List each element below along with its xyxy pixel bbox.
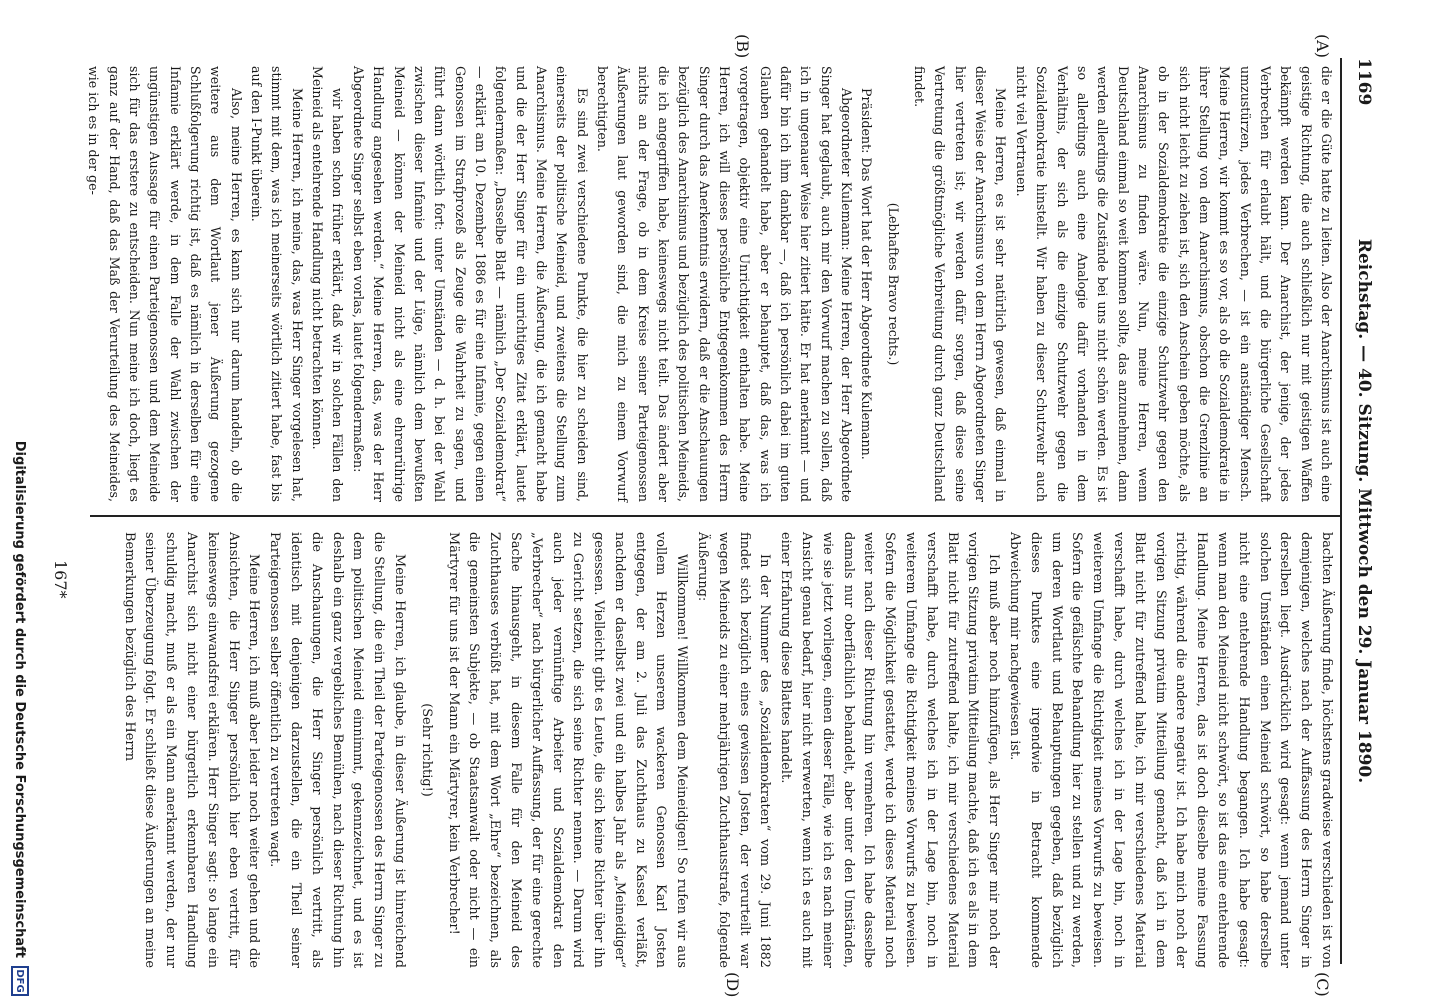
margin-marker-d: (D): [723, 972, 742, 998]
left-paragraph: wir haben schon früher erklärt, daß wir in solchen Fällen den Meineid als entehrende Handlung nicht betrachten können.: [310, 66, 346, 502]
header-page-number: 1169: [1354, 58, 1374, 106]
dfg-logo-icon: DFG: [11, 966, 29, 996]
column-divider: [90, 515, 1340, 517]
right-paragraph: bachten Äußerung finde, höchstens gradweise verschieden ist von demjenigen, welches nach der Auffassung des Herrn Singer in derselben liegt. Ausdrücklich wird gesagt: wenn jemand unter solchen Umständen einen Meineid schwört, so habe derselbe nicht eine entehrende Handlung begangen. Ich habe gesagt: wenn man den Meineid nicht schwört, so ist das eine entehrende Handlung. Meine Herren, das ist doch dieselbe meine Fassung richtig, während die andere negativ ist. Ich habe mich noch der vorigen Sitzung privatim Mitteilung gemacht, daß ich in dem Blatt nicht für zutreffend halte, ich mir verschiedenes Material verschafft habe, durch welches ich in der Lage bin, noch in weiterem Umfange die Richtigkeit meines Vorwurfs zu beweisen. Sofern die gefälschte Behandlung hier zu stellen und zu werden, um deren Wortlaut und Behauptungen gegeben, daß bezüglich dieses Punktes eine irgendwie in Betracht kommende Abweichung mir nachgewiesen ist.: [1007, 532, 1334, 968]
margin-marker-a: (A): [1313, 34, 1332, 59]
right-paragraph: Meine Herren, ich muß aber leider noch weiter gehen und die Ansichten, die Herr Singer persönlich hier eben vertritt, für keineswegs einwandsfrei erklären. Herr Singer sagt: so lange ein Anarchist sich nicht einer bürgerlich erkennbaren Handlung schuldig macht, muß er als ein Mann anerkannt werden, der nur seiner Überzeugung folgt. Er schließt diese Äußerungen an meine Bemerkungen bezüglich des Herrn: [121, 532, 262, 968]
right-paragraph: (Sehr richtig!): [418, 703, 434, 797]
right-column: [118, 532, 1336, 968]
right-paragraph: In der Nummer des „Sozialdemokraten“ vom 29. Juni 1882 findet sich bezüglich eines gewissen Josten, der verurteilt war wegen Meineids zu einer mehrjährigen Zuchthausstrafe, folgende Äußerung:: [695, 532, 773, 968]
header-title: Reichstag. — 40. Sitzung. Mittwoch den 29. Januar 1890.: [1354, 238, 1374, 784]
digitization-credit: [6, 6, 34, 996]
left-paragraph: Es sind zwei verschiedene Punkte, die hier zu scheiden sind, einerseits der politische Meineid, und zweitens die Stellung zum Anarchismus. Meine Herren, die Äußerung, die ich gemacht habe und die der Herr Singer für ein unrichtiges Zitat erklärt, lautet folgendermaßen: „Dasselbe Blatt — nämlich „Der Sozialdemokrat“ — erklärt am 10. Dezember 1886 es für eine Infamie, gegen einen Genossen im Strafprozeß als Zeuge die Wahrheit zu sagen, und führt dann wörtlich fort: unter Umständen — d. h. bei der Wahl zwischen dieser Infamie und der Lüge, nämlich dem bewußten Meineid — können der Meineid nicht als eine ehrenrührige Handlung angesehen werden.“ Meine Herren, das, was der Herr Abgeordnete Singer selbst eben vorlas, lautet folgendermaßen:: [350, 66, 590, 502]
left-paragraph: Präsident: Das Wort hat der Herr Abgeordnete Kulemann.: [859, 88, 875, 460]
left-paragraph: die er die Güte hatte zu leiten. Also der Anarchismus ist auch eine geistige Richtung, die auch schließlich nur mit geistigen Waffen bekämpft werden kann. Der Anarchist, der jenige, der jedes Verbrechen für erlaubt hält, und die bürgerliche Gesellschaft umzustürzen, jedes Verbrechen, — ist ein anständiger Mensch. Meine Herren, wir kommt es so vor, als ob die Sozialdemokratie in ihrer Stellung von dem Anarchismus, obschon die Grenzlinie an sich nicht leicht zu ziehen ist, sich den Anschein geben möchte, als ob in der Sozialdemokratie die einzige Schutzwehr gegen den Anarchismus zu finden wäre. Nun, meine Herren, wenn Deutschland einmal so weit kommen sollte, das anzunehmen, dann werden allerdings die Zustände bei uns nicht schön werden. Es ist so allerdings auch eine Analogie dafür vorhanden in dem Verhältnis, der sich als die einzige Schutzwehr gegen die Sozialdemokratie hinstellt. Wir haben zu dieser Schutzwehr auch nicht viel Vertrauen.: [1013, 66, 1334, 502]
credit-text: Digitalisierung gefördert durch die Deutsche Forschungsgemeinschaft: [12, 440, 28, 958]
margin-marker-c: (C): [1313, 972, 1332, 997]
left-paragraph: Also, meine Herren, es kann sich nur darum handeln, ob die weitere aus dem Wortlaut jener Äußerung gezogene Schlußfolgerung richtig ist, daß es nämlich in derselben für eine Infamie erklärt werde, in dem Falle der Wahl zwischen der ungünstigen Aussage für einen Parteigenossen und dem Meineide sich für das erstere zu entscheiden. Nun meine ich doch, liegt es ganz auf der Hand, daß das Maß der Verurteilung des Meineides, wie ich es in der ge-: [86, 66, 244, 502]
header-rule: [1340, 58, 1342, 964]
left-paragraph: Abgeordneter Kulemann: Meine Herren, der Herr Abgeordnete Singer hat geglaubt, auch mir den Vorwurf machen zu sollen, daß ich in ungenauer Weise hier zitiert hätte. Er hat anerkannt — und dafür bin ich ihm dankbar —, daß ich persönlich dabei im guten Glauben gehandelt habe, aber er behauptet, daß das, was ich vorgetragen, objektiv eine Unrichtigkeit enthalten habe. Meine Herren, ich will dieses persönliche Entgegenkommen des Herrn Singer durch das Anerkenntnis erwidern, daß er die Anschauungen bezüglich des Anarchismus und bezüglich des politischen Meineids, die ich angegriffen habe, keineswegs nicht teilt. Das ändert aber nichts an der Frage, ob in dem Kreise seiner Parteigenossen Äußerungen laut geworden sind, die mich zu einem Vorwurf berechtigten.: [594, 66, 855, 502]
left-paragraph: (Lebhaftes Bravo rechts.): [885, 202, 901, 366]
page-signature: 167*: [51, 560, 70, 599]
left-paragraph: Meine Herren, ich meine, das, was Herr Singer vorgelesen hat, stimmt mit dem, was ich meinerseits wörtlich zitiert habe, fast bis auf den I-Punkt überein.: [249, 66, 305, 502]
page-header: [1346, 58, 1374, 964]
right-paragraph: Meine Herren, ich glaube, in dieser Äußerung ist hinreichend die Stellung, die ein Theil der Parteigenossen des Herrn Singer zu dem politischen Meineid einnimmt, gekennzeichnet, und es ist deshalb ein ganz vergebliches Bemühen, nach dieser Richtung hin die Anschauungen, die Herr Singer persönlich vertritt, als identisch mit denjenigen darzustellen, die ein Theil seiner Parteigenossen selber öffentlich zu vertreten wagt.: [267, 532, 407, 968]
margin-marker-b: (B): [733, 34, 752, 59]
right-paragraph: Willkommen! Willkommen dem Meineidigen! So rufen wir aus vollem Herzen unserem wackeren Genossen Karl Josten entgegen, der am 2. Juli das Zuchthaus zu Kassel verläßt, nachdem er daselbst zwei und ein halbes Jahr als „Meineidiger“ gesessen. Vielleicht gibt es Leute, die sich keine Richter über ihn zu Gericht setzen, die sich seine Richter nennen. — Darum wird auch jeder vernünftige Arbeiter und Sozialdemokrat den „Verbrecher“ nach bürgerlicher Auffassung, der für eine gerechte Sache hinausgeht, in diesem Falle für den Meineid des Zuchthauses verbüßt hat, mit dem Wort „Ehre“ bezeichnen, als die gemeinsten Subjekte, — ob Staatsanwalt oder nicht — ein Märtyrer für uns ist der Mann ein Märtyrer, kein Verbrecher!: [445, 532, 690, 968]
left-column: [83, 66, 1336, 502]
right-paragraph: Ich muß aber noch hinzufügen, als Herr Singer mir noch der vorigen Sitzung privatim Mitteilung machte, daß ich es als in dem Blatt nicht für zutreffend halte, ich mir verschiedenes Material verschafft habe, durch welches ich in der Lage bin, noch in weiterem Umfange die Richtigkeit meines Vorwurfs zu beweisen. Sofern die Möglichkeit gestattet, werde ich dieses Material noch weiter nach dieser Richtung hin vermehren. Ich habe dasselbe damals nur oberflächlich behandelt, aber unter den Umständen, wie sie jetzt vorliegen, einen dieser Fälle, wie ich es nach meiner Ansicht genau bedarf, hier nicht verwerten, wenn ich es auch mit einer Erfahrung diese Blattes handelt.: [778, 532, 1002, 968]
left-paragraph: Meine Herren, es ist sehr natürlich gewesen, daß einmal in dieser Weise der Anarchismus von dem Herrn Abgeordneten Singer hier vertreten ist; wir werden dafür sorgen, daß diese seine Vertretung die größtmögliche Verbreitung durch ganz Deutschland findet.: [912, 66, 1009, 502]
